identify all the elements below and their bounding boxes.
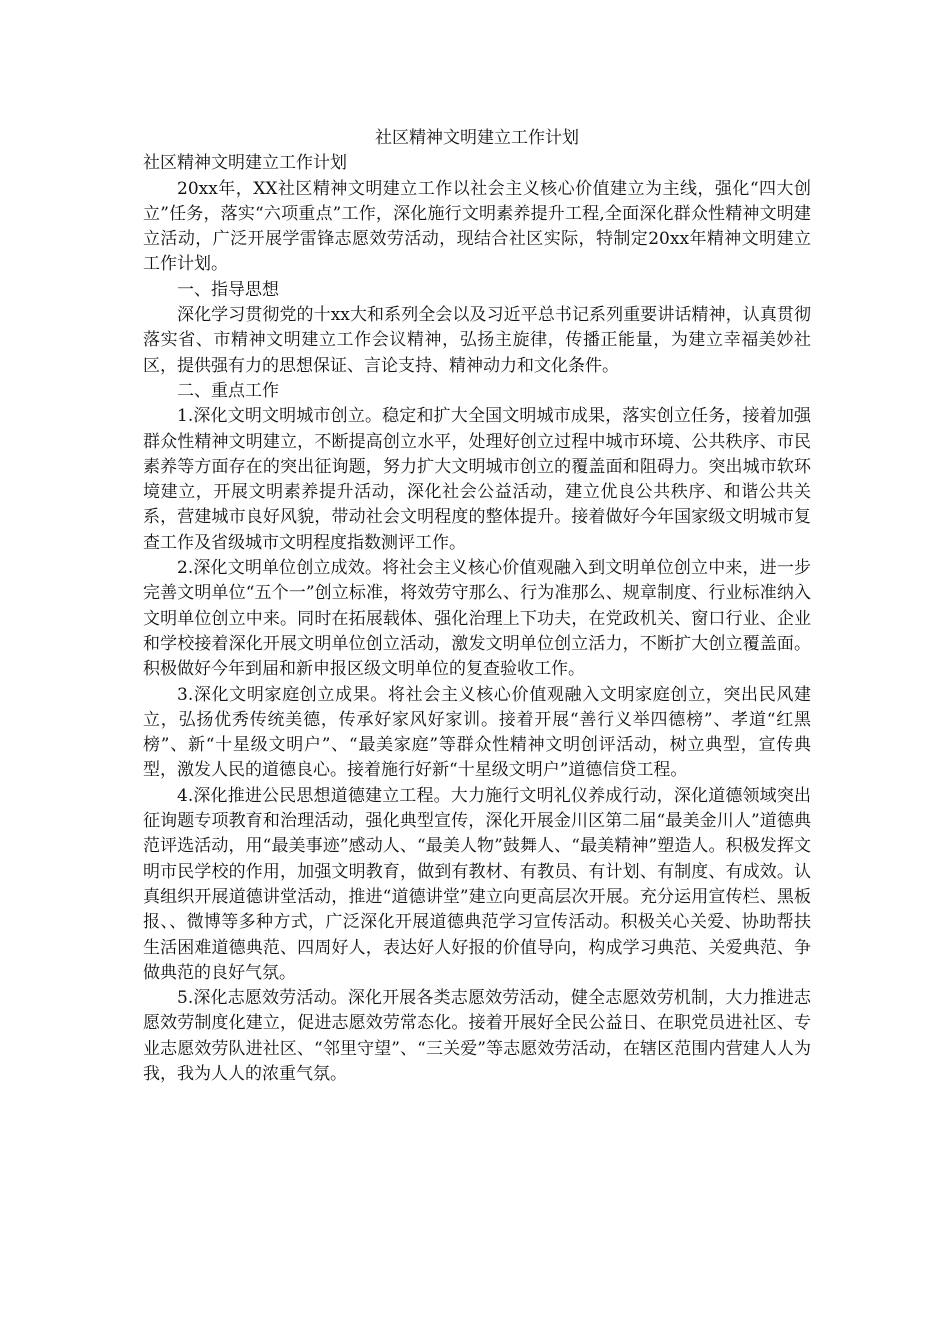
key-work-item-1: 1.深化文明文明城市创立。稳定和扩大全国文明城市成果，落实创立任务，接着加强群众性精神文明建立，不断提高创立水平，处理好创立过程中城市环境、公共秩序、市民素养等方面存在的突出征询题，努力扩大文明城市创立的覆盖面和阻碍力。突出城市软环境建立，开展文明素养提升活动，深化社会公益活动，建立优良公共秩序、和谐公共关系，营建城市良好风貌，带动社会文明程度的整体提升。接着做好今年国家级文明城市复查工作及省级城市文明程度指数测评工作。 [143,406,811,553]
key-work-item-4: 4.深化推进公民思想道德建立工程。大力施行文明礼仪养成行动，深化道德领域突出征询题专项教育和治理活动，强化典型宣传，深化开展金川区第二届“最美金川人”道德典范评选活动，用“最美事迹”感动人、“最美人物”鼓舞人、“最美精神”塑造人。积极发挥文明市民学校的作用，加强文明教育，做到有教材、有教员、有计划、有制度、有成效。认真组织开展道德讲堂活动，推进“道德讲堂”建立向更高层次开展。充分运用宣传栏、黑板报、、微博等多种方式，广泛深化开展道德典范学习宣传活动。积极关心关爱、协助帮扶生活困难道德典范、四周好人，表达好人好报的价值导向，构成学习典范、关爱典范、争做典范的良好气氛。 [143,785,811,983]
key-work-item-2: 2.深化文明单位创立成效。将社会主义核心价值观融入到文明单位创立中来，进一步完善文明单位“五个一”创立标准，将效劳守那么、行为准那么、规章制度、行业标准纳入文明单位创立中来。同时在拓展载体、强化治理上下功夫，在党政机关、窗口行业、企业和学校接着深化开展文明单位创立活动，激发文明单位创立活力，不断扩大创立覆盖面。积极做好今年到届和新申报区级文明单位的复查验收工作。 [143,558,811,680]
section-heading-key-work: 二、重点工作 [177,380,279,401]
guiding-ideology-paragraph: 深化学习贯彻党的十xx大和系列全会以及习近平总书记系列重要讲话精神，认真贯彻落实省、市精神文明建立工作会议精神，弘扬主旋律，传播正能量，为建立幸福美妙社区，提供强有力的思想保证、言论支持、精神动力和文化条件。 [143,305,811,376]
document-subtitle: 社区精神文明建立工作计划 [143,153,347,174]
section-heading-guiding-ideology: 一、指导思想 [177,279,279,300]
document-page [143,126,811,1087]
key-work-item-5: 5.深化志愿效劳活动。深化开展各类志愿效劳活动，健全志愿效劳机制，大力推进志愿效劳制度化建立，促进志愿效劳常态化。接着开展好全民公益日、在职党员进社区、专业志愿效劳队进社区、“邻里守望”、“三关爱”等志愿效劳活动，在辖区范围内营建人人为我，我为人人的浓重气氛。 [143,988,811,1084]
intro-paragraph: 20xx年，XX社区精神文明建立工作以社会主义核心价值建立为主线，强化“四大创立”任务，落实“六项重点”工作，深化施行文明素养提升工程,全面深化群众性精神文明建立活动，广泛开展学雷锋志愿效劳活动，现结合社区实际，特制定20xx年精神文明建立工作计划。 [143,178,811,275]
document-title: 社区精神文明建立工作计划 [375,128,579,148]
key-work-item-3: 3.深化文明家庭创立成果。将社会主义核心价值观融入文明家庭创立，突出民风建立，弘扬优秀传统美德，传承好家风好家训。接着开展“善行义举四德榜”、孝道“红黑榜”、新“十星级文明户”、“最美家庭”等群众性精神文明创评活动，树立典型，宣传典型，激发人民的道德良心。接着施行好新“十星级文明户”道德信贷工程。 [143,684,811,781]
